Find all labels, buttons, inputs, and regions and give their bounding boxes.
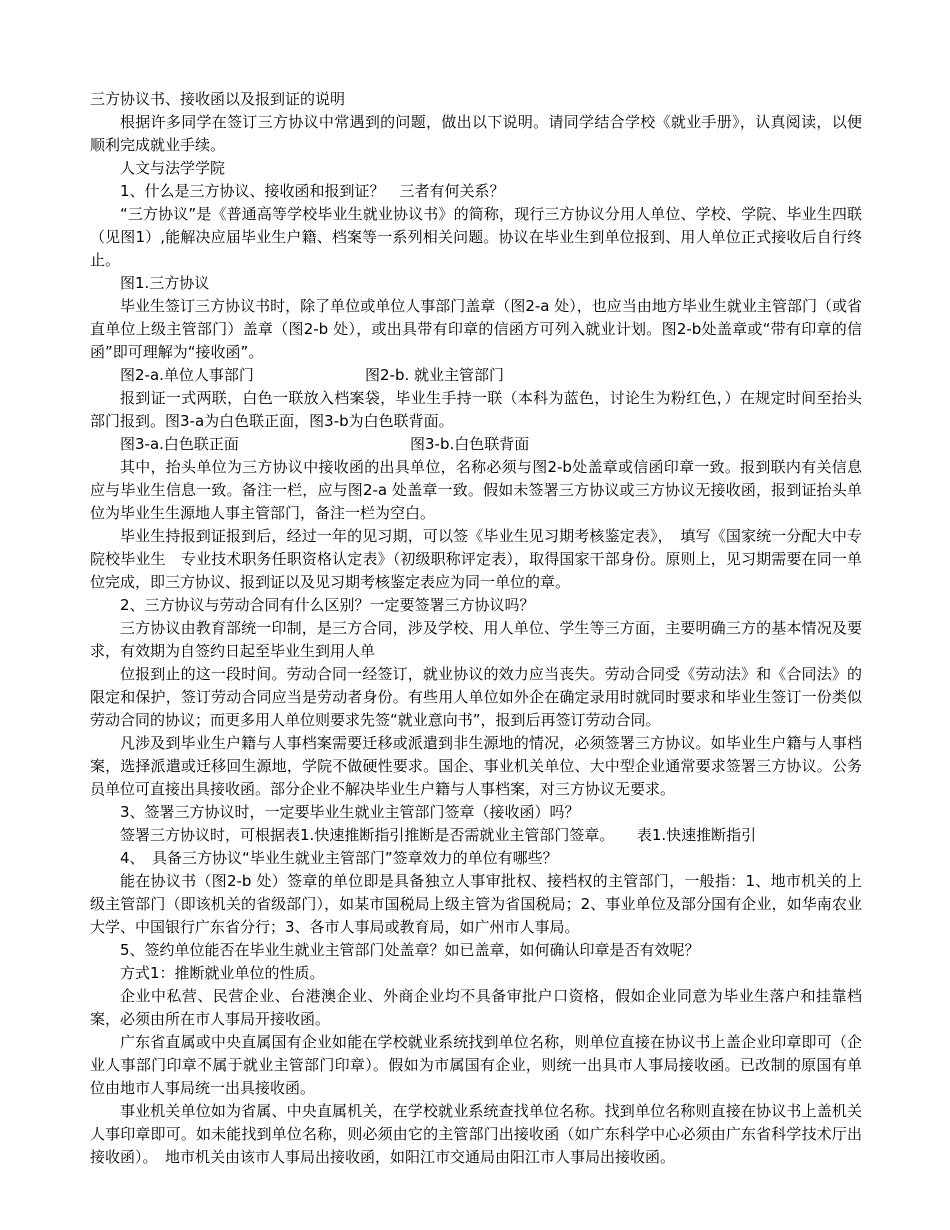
paragraph-report-card: 报到证一式两联，白色一联放入档案袋，毕业生手持一联（本科为蓝色，讨论生为粉红色，）在规定时间至抬头部门报到。图3-a为白色联正面，图3-b为白色联背面。	[90, 389, 862, 430]
figure-3a-caption: 图3-a.白色联正面	[120, 435, 239, 453]
figure-2a-caption: 图2-a.单位人事部门	[120, 366, 254, 384]
figure-2b-caption: 图2-b. 就业主管部门	[365, 366, 505, 384]
figure-3-captions	[90, 433, 862, 456]
paragraph-signing-seal: 毕业生签订三方协议书时，除了单位或单位人事部门盖章（图2-a 处），也应当由地方毕业生就业主管部门（或省直单位上级主管部门）盖章（图2-b 处），或出具带有印章的信函方可列入就业计划。图2-b处盖章或“带有印章的信函”即可理解为“接收函”。	[90, 297, 862, 361]
figure-1-caption: 图1.三方协议	[120, 274, 210, 292]
document-body	[90, 88, 862, 1169]
paragraph-tripartite-vs-contract: 三方协议由教育部统一印制，是三方合同，涉及学校、用人单位、学生等三方面，主要明确三方的基本情况及要求，有效期为自签约日起至毕业生到用人单	[90, 619, 862, 660]
question-1-heading: 1、什么是三方协议、接收函和报到证？ 三者有何关系？	[120, 182, 505, 200]
paragraph-private-enterprises: 企业中私营、民营企业、台港澳企业、外商企业均不具备审批户口资格，假如企业同意为毕业生落户和挂靠档案，必须由所在市人事局开接收函。	[90, 987, 862, 1028]
question-3-heading: 3、签署三方协议时，一定要毕业生就业主管部门签章（接收函）吗？	[120, 803, 580, 821]
paragraph-quick-guide: 签署三方协议时，可根据表1.快速推断指引推断是否需就业主管部门签章。 表1.快速推断指引	[120, 826, 757, 844]
document-title: 三方协议书、接收函以及报到证的说明	[90, 90, 346, 108]
paragraph-authorized-units: 能在协议书（图2-b 处）签章的单位即是具备独立人事审批权、接档权的主管部门，一般指：1、地市机关的上级主管部门（即该机关的省级部门），如某市国税局上级主管为省国税局；2、事业单位及部分国有企业，如华南农业大学、中国银行广东省分行；3、各市人事局或教育局，如广州市人事局。	[90, 872, 862, 936]
paragraph-labor-contract: 位报到止的这一段时间。劳动合同一经签订，就业协议的效力应当丧失。劳动合同受《劳动法》和《合同法》的限定和保护，签订劳动合同应当是劳动者身份。有些用人单位如外企在确定录用时就同时要求和毕业生签订一份类似劳动合同的协议；而更多用人单位则要求先签“就业意向书”，报到后再签订劳动合同。	[90, 665, 862, 729]
figure-3b-caption: 图3-b.白色联背面	[410, 435, 530, 453]
question-4-heading: 4、 具备三方协议“毕业生就业主管部门”签章效力的单位有哪些？	[120, 849, 558, 867]
paragraph-when-required: 凡涉及到毕业生户籍与人事档案需要迁移或派遣到非生源地的情况，必须签署三方协议。如毕业生户籍与人事档案，选择派遣或迁移回生源地，学院不做硬性要求。国企、事业机关单位、大中型企业通常要求签署三方协议。公务员单位可直接出具接收函。部分企业不解决毕业生户籍与人事档案，对三方协议无要求。	[90, 734, 862, 798]
figure-2-captions	[90, 364, 862, 387]
paragraph-tripartite-definition: “三方协议”是《普通高等学校毕业生就业协议书》的简称，现行三方协议分用人单位、学校、学院、毕业生四联（见图1）,能解决应届毕业生户籍、档案等一系列相关问题。协议在毕业生到单位报到、用人单位正式接收后自行终止。	[90, 205, 862, 269]
intro-paragraph: 根据许多同学在签订三方协议中常遇到的问题，做出以下说明。请同学结合学校《就业手册》，认真阅读，以便顺利完成就业手续。	[90, 113, 862, 154]
paragraph-institutions: 事业机关单位如为省属、中央直属机关，在学校就业系统查找单位名称。找到单位名称则直接在协议书上盖机关人事印章即可。如未能找到单位名称，则必须由它的主管部门出接收函（如广东科学中心必须由广东省科学技术厅出接收函）。 地市机关由该市人事局出接收函，如阳江市交通局由阳江市人事局出接收函。	[90, 1102, 862, 1166]
paragraph-header-unit: 其中，抬头单位为三方协议中接收函的出具单位，名称必须与图2-b处盖章或信函印章一致。报到联内有关信息应与毕业生信息一致。备注一栏，应与图2-a 处盖章一致。假如未签署三方协议或三方协议无接收函，报到证抬头单位为毕业生生源地人事主管部门，备注一栏为空白。	[90, 458, 862, 522]
school-name: 人文与法学学院	[120, 159, 226, 177]
question-5-heading: 5、签约单位能否在毕业生就业主管部门处盖章？如已盖章，如何确认印章是否有效呢？	[120, 941, 700, 959]
paragraph-state-enterprises: 广东省直属或中央直属国有企业如能在学校就业系统找到单位名称，则单位直接在协议书上盖企业印章即可（企业人事部门印章不属于就业主管部门印章）。假如为市属国有企业，则统一出具市人事局接收函。已改制的原国有单位由地市人事局统一出具接收函。	[90, 1033, 862, 1097]
method-1-heading: 方式1：推断就业单位的性质。	[120, 964, 325, 982]
paragraph-probation: 毕业生持报到证报到后，经过一年的见习期，可以签《毕业生见习期考核鉴定表》， 填写《国家统一分配大中专院校毕业生 专业技术职务任职资格认定表》（初级职称评定表），取得国家干部身份。原则上，见习期需要在同一单位完成，即三方协议、报到证以及见习期考核鉴定表应为同一单位的章。	[90, 527, 862, 591]
question-2-heading: 2、三方协议与劳动合同有什么区别？一定要签署三方协议吗？	[120, 596, 535, 614]
